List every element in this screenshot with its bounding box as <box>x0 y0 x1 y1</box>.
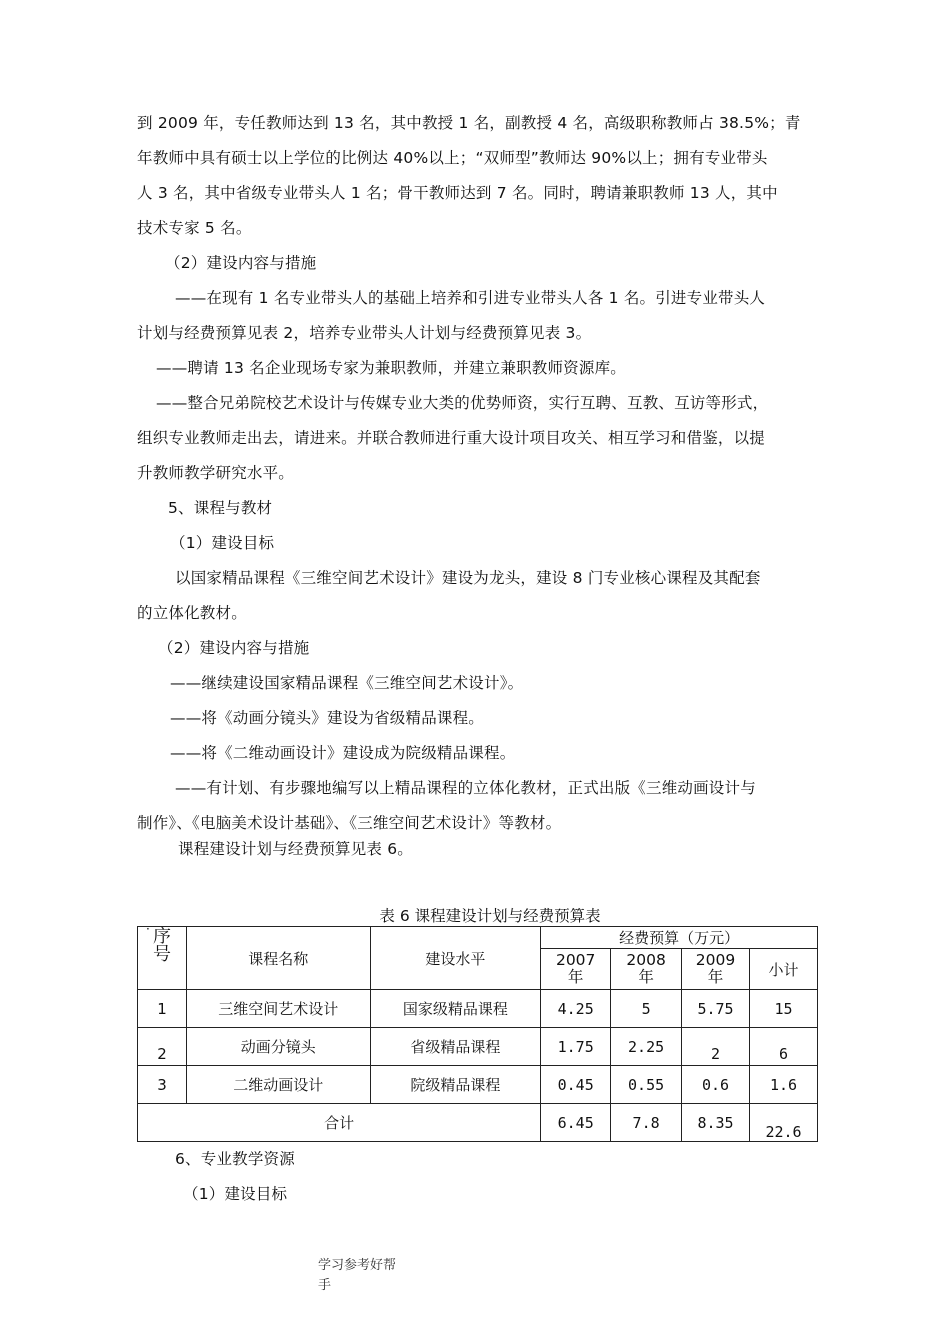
paragraph-line: 技术专家 5 名。 <box>137 219 252 237</box>
header-year-2008: 2008 年 <box>611 949 682 990</box>
paragraph-line: ——将《动画分镜头》建设为省级精品课程。 <box>170 709 485 727</box>
cell-course-name: 三维空间艺术设计 <box>186 990 370 1028</box>
section-heading: （2）建设内容与措施 <box>158 639 310 657</box>
cell-level: 院级精品课程 <box>370 1066 541 1104</box>
cell-2008: 0.55 <box>611 1066 682 1104</box>
cell-course-name: 动画分镜头 <box>186 1028 370 1066</box>
paragraph-line: 课程建设计划与经费预算见表 6。 <box>178 840 413 858</box>
paragraph-line: 以国家精品课程《三维空间艺术设计》建设为龙头，建设 8 门专业核心课程及其配套 <box>175 569 761 587</box>
cell-subtotal: 6 <box>750 1028 818 1066</box>
paragraph-line: 升教师教学研究水平。 <box>137 464 295 482</box>
cell-seq: 3 <box>138 1066 187 1104</box>
cell-2009: 2 <box>682 1028 750 1066</box>
cell-level: 省级精品课程 <box>370 1028 541 1066</box>
section-heading: （2）建设内容与措施 <box>165 254 317 272</box>
cell-total-label: 合计 <box>138 1104 541 1142</box>
header-budget-group: 经费预算（万元） <box>541 927 818 949</box>
header-course-name: 课程名称 <box>186 927 370 990</box>
cell-2008: 5 <box>611 990 682 1028</box>
paragraph-line: 组织专业教师走出去，请进来。并联合教师进行重大设计项目攻关、相互学习和借鉴，以提 <box>137 429 766 447</box>
section-heading: 5、课程与教材 <box>168 499 273 517</box>
table-row <box>138 1066 818 1104</box>
cell-2008: 2.25 <box>611 1028 682 1066</box>
paragraph-line: ——聘请 13 名企业现场专家为兼职教师，并建立兼职教师资源库。 <box>156 359 626 377</box>
paragraph-line: ——在现有 1 名专业带头人的基础上培养和引进专业带头人各 1 名。引进专业带头人 <box>175 289 766 307</box>
budget-table <box>137 922 818 1142</box>
cell-seq: 1 <box>138 990 187 1028</box>
seq-bottom: 号 <box>152 944 171 965</box>
paragraph-line: 的立体化教材。 <box>137 604 247 622</box>
seq-mark: · <box>146 922 150 936</box>
paragraph-line: 人 3 名，其中省级专业带头人 1 名；骨干教师达到 7 名。同时，聘请兼职教师 13 人，其中 <box>137 184 778 202</box>
header-year-2009: 2009 年 <box>682 949 750 990</box>
cell-2007: 0.45 <box>541 1066 611 1104</box>
cell-2007: 4.25 <box>541 990 611 1028</box>
cell-total-2008: 7.8 <box>611 1104 682 1142</box>
cell-total-2009: 8.35 <box>682 1104 750 1142</box>
cell-2009: 0.6 <box>682 1066 750 1104</box>
cell-course-name: 二维动画设计 <box>186 1066 370 1104</box>
cell-2007: 1.75 <box>541 1028 611 1066</box>
table-row <box>138 990 818 1028</box>
header-seq <box>138 922 187 990</box>
paragraph-line: ——整合兄弟院校艺术设计与传媒专业大类的优势师资，实行互聘、互教、互访等形式， <box>156 394 769 412</box>
cell-subtotal: 15 <box>750 990 818 1028</box>
cell-level: 国家级精品课程 <box>370 990 541 1028</box>
table-row <box>138 1028 818 1066</box>
page-footer <box>318 1256 408 1296</box>
header-year-2007: 2007 年 <box>541 949 611 990</box>
cell-total-2007: 6.45 <box>541 1104 611 1142</box>
cell-total-subtotal: 22.6 <box>750 1104 818 1142</box>
paragraph-line: 计划与经费预算见表 2，培养专业带头人计划与经费预算见表 3。 <box>137 324 592 342</box>
table-caption: 表 6 课程建设计划与经费预算表 <box>379 907 601 925</box>
paragraph-line: ——有计划、有步骤地编写以上精品课程的立体化教材，正式出版《三维动画设计与 <box>175 779 756 797</box>
cell-seq: 2 <box>138 1028 187 1066</box>
footer-line-1: 学习参考好帮 <box>318 1258 397 1273</box>
paragraph-line: 年教师中具有硕士以上学位的比例达 40%以上；“双师型”教师达 90%以上；拥有专业带头 <box>137 149 768 167</box>
footer-line-2: 手 <box>318 1278 332 1293</box>
section-heading: （1）建设目标 <box>183 1185 288 1203</box>
section-heading: 6、专业教学资源 <box>175 1150 295 1168</box>
table-total-row <box>138 1104 818 1142</box>
cell-2009: 5.75 <box>682 990 750 1028</box>
paragraph-line: ——将《二维动画设计》建设成为院级精品课程。 <box>170 744 516 762</box>
paragraph-line: ——继续建设国家精品课程《三维空间艺术设计》。 <box>170 674 524 692</box>
header-subtotal: 小计 <box>750 949 818 990</box>
cell-subtotal: 1.6 <box>750 1066 818 1104</box>
seq-top: 序 <box>152 926 171 947</box>
paragraph-line: 到 2009 年，专任教师达到 13 名，其中教授 1 名，副教授 4 名，高级职称教师占 38.5%；青 <box>137 114 801 132</box>
paragraph-line: 制作》、《电脑美术设计基础》、《三维空间艺术设计》等教材。 <box>137 814 562 832</box>
header-level: 建设水平 <box>370 927 541 990</box>
section-heading: （1）建设目标 <box>170 534 275 552</box>
